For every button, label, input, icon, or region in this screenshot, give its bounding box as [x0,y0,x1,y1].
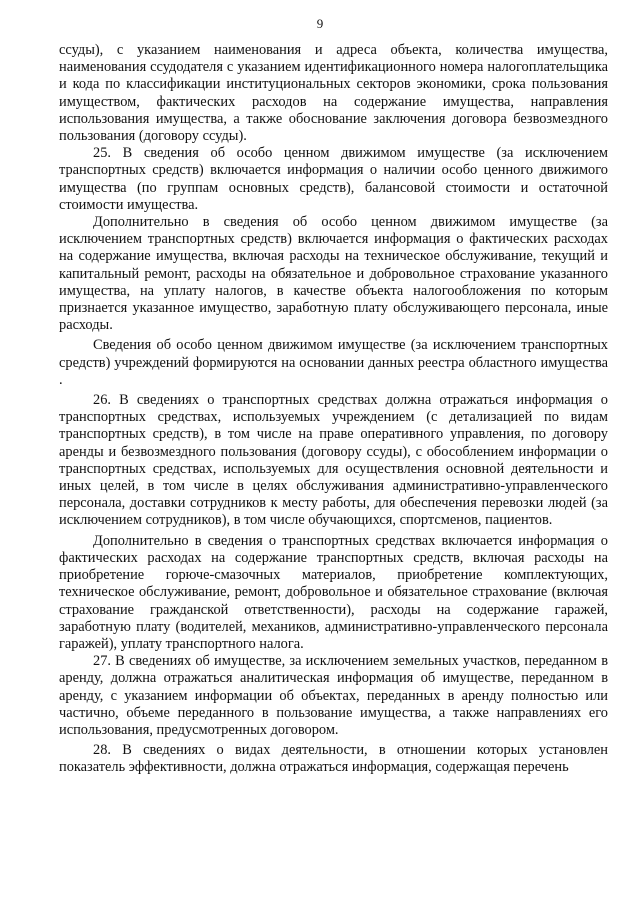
paragraph-item-27: 27. В сведениях об имуществе, за исключением земельных участков, переданном в аренду, должна отражаться аналитическая информация об имуществе, переданном в аренду, с указанием информации об объектах, переданных в аренду полностью или частично, объеме переданного в пользование имущества, а также направлениях его использования, предусмотренных договором. [59,653,608,738]
page-number: 9 [316,16,324,31]
paragraph-item-25: 25. В сведения об особо ценном движимом имуществе (за исключением транспортных средств) включается информация о наличии особо ценного движимого имущества (по группам основных средств), балансовой стоимости и остаточной стоимости имущества. [59,145,608,213]
document-body [59,42,608,777]
paragraph-item-25-registry: Сведения об особо ценном движимом имуществе (за исключением транспортных средств) учреждений формируются на основании данных реестра областного имущества . [59,337,608,388]
paragraph-item-25-additional: Дополнительно в сведения об особо ценном движимом имуществе (за исключением транспортных средств) включается информация о фактических расходах на содержание имущества, включая расходы на техническое обслуживание, текущий и капитальный ремонт, расходы на обязательное и добровольное страхование указанного имущества, на уплату налогов, в качестве объекта налогообложения по которым признается указанное имущество, заработную плату обслуживающего персонала, иные расходы. [59,214,608,334]
paragraph-continuation: ссуды), с указанием наименования и адреса объекта, количества имущества, наименования ссудодателя с указанием идентификационного номера налогоплательщика и кода по классификации институциональных секторов экономики, срока пользования имуществом, фактических расходов на содержание имущества, направления использования имущества, а также обоснование заключения договора безвозмездного пользования (договору ссуды). [59,42,608,145]
paragraph-item-28: 28. В сведениях о видах деятельности, в отношении которых установлен показатель эффективности, должна отражаться информация, содержащая перечень [59,742,608,776]
paragraph-item-26: 26. В сведениях о транспортных средствах должна отражаться информация о транспортных средствах, используемых учреждением (с детализацией по видам транспортных средств), в том числе на праве оперативного управления, по договору аренды и безвозмездного пользования (договору ссуды), с обособлением информации о транспортных средствах, используемых для осуществления основной деятельности и иных целей, в том числе в целях обслуживания административно-управленческого персонала, доставки сотрудников к месту работы, для обеспечения перевозки людей (за исключением сотрудников), в том числе обучающихся, спортсменов, пациентов. [59,392,608,529]
paragraph-item-26-additional: Дополнительно в сведения о транспортных средствах включается информация о фактических расходах на содержание транспортных средств, включая расходы на приобретение горюче-смазочных материалов, приобретение комплектующих, техническое обслуживание, ремонт, добровольное и обязательное страхование (включая страхование гражданской ответственности), расходы на содержание гаражей, заработную плату (водителей, механиков, административно-управленческого персонала гаражей), уплату транспортного налога. [59,532,608,652]
